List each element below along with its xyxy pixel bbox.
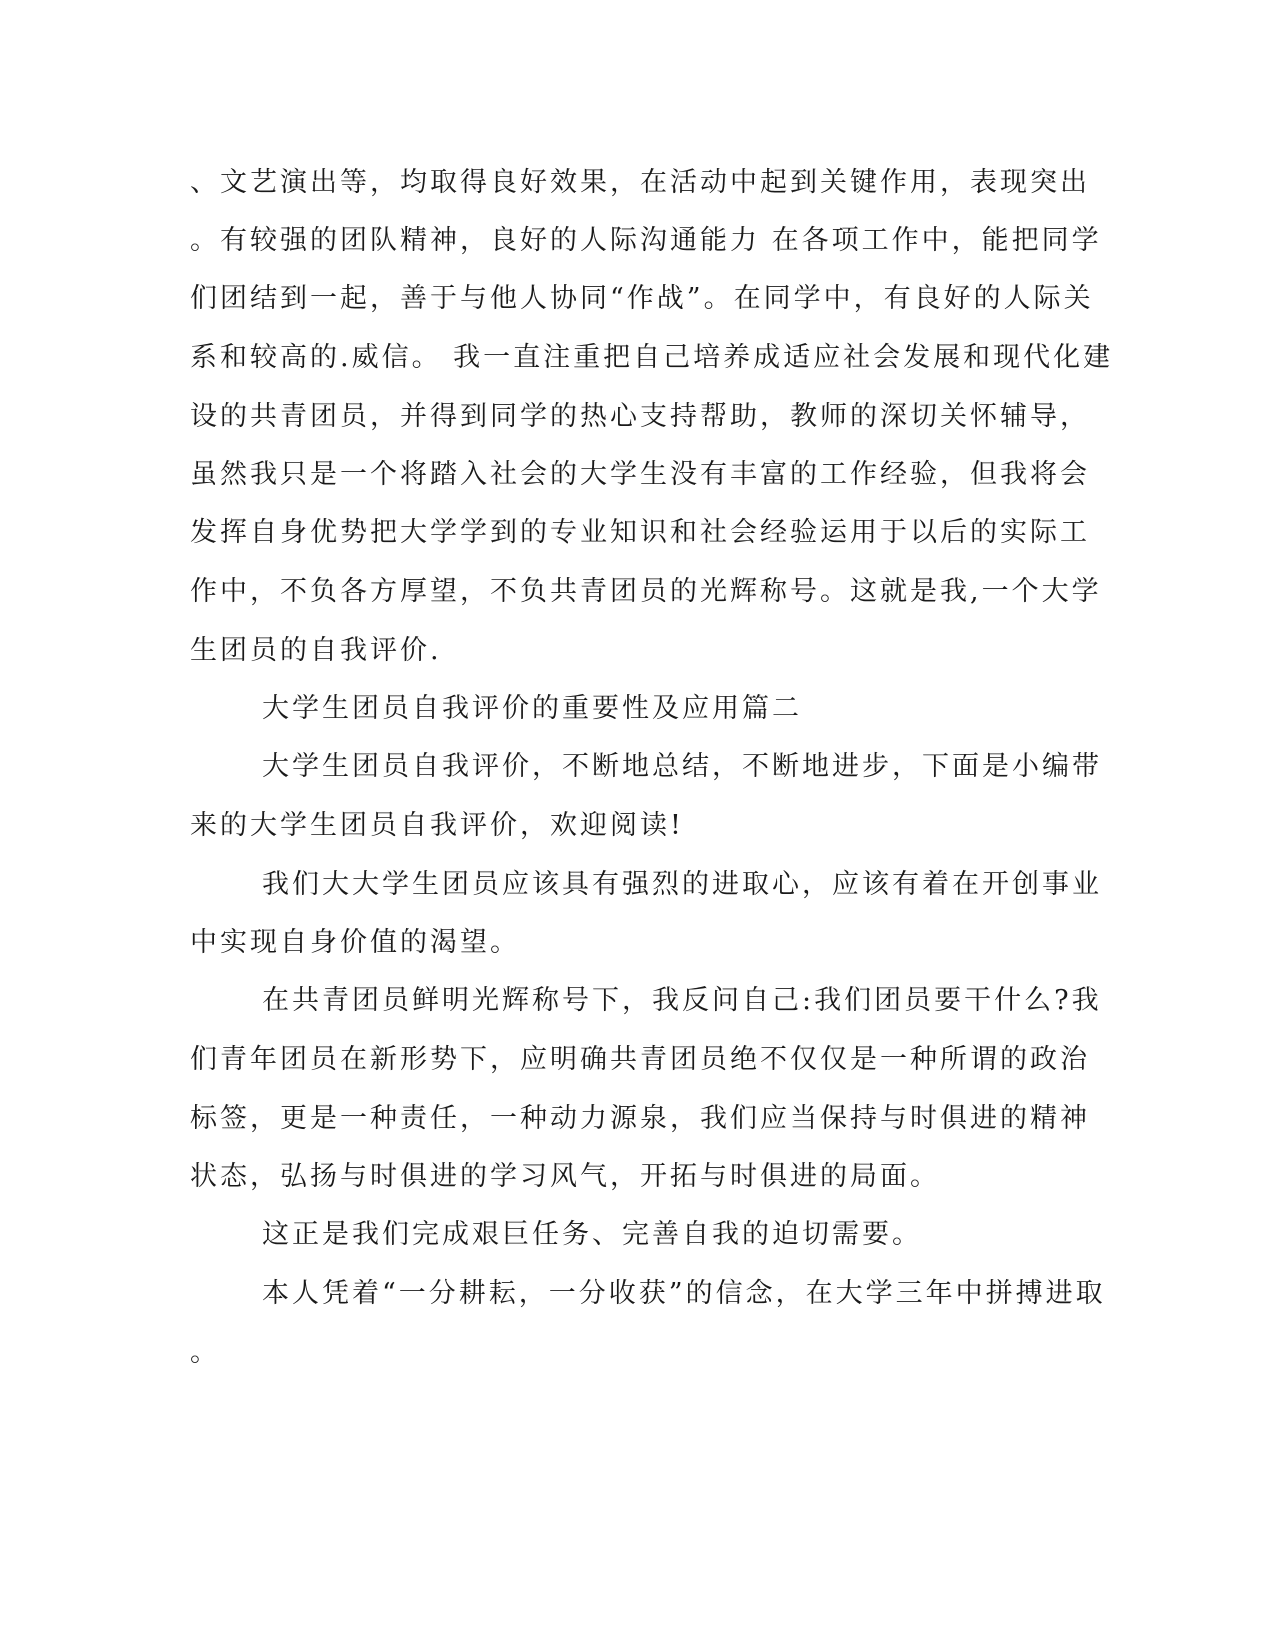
text-line: 状态，弘扬与时俱进的学习风气，开拓与时俱进的局面。 <box>190 1161 940 1192</box>
text-line: 、文艺演出等，均取得良好效果，在活动中起到关键作用，表现突出 <box>190 167 1090 198</box>
text-line: 作中，不负各方厚望，不负共青团员的光辉称号。这就是我,一个大学 <box>190 576 1102 607</box>
text-line: 们青年团员在新形势下，应明确共青团员绝不仅仅是一种所谓的政治 <box>190 1044 1090 1075</box>
section-heading: 大学生团员自我评价的重要性及应用篇二 <box>262 693 802 724</box>
text-line: 来的大学生团员自我评价，欢迎阅读! <box>190 810 684 841</box>
text-line: 标签，更是一种责任，一种动力源泉，我们应当保持与时俱进的精神 <box>190 1103 1090 1134</box>
text-line: 设的共青团员，并得到同学的热心支持帮助，教师的深切关怀辅导， <box>190 401 1090 432</box>
text-line: 我们大大学生团员应该具有强烈的进取心，应该有着在开创事业 <box>262 869 1102 900</box>
text-line: 中实现自身价值的渴望。 <box>190 927 520 958</box>
text-line: 。 <box>190 1337 220 1368</box>
text-line: 大学生团员自我评价，不断地总结，不断地进步，下面是小编带 <box>262 751 1102 782</box>
text-line: 生团员的自我评价. <box>190 635 442 666</box>
text-line: 。有较强的团队精神，良好的人际沟通能力 在各项工作中，能把同学 <box>190 225 1102 256</box>
text-line: 虽然我只是一个将踏入社会的大学生没有丰富的工作经验，但我将会 <box>190 459 1090 490</box>
text-line: 在共青团员鲜明光辉称号下，我反问自己:我们团员要干什么?我 <box>262 985 1102 1016</box>
text-line: 这正是我们完成艰巨任务、完善自我的迫切需要。 <box>262 1219 922 1250</box>
text-line: 系和较高的.威信。 我一直注重把自己培养成适应社会发展和现代化建 <box>190 342 1114 373</box>
text-line: 发挥自身优势把大学学到的专业知识和社会经验运用于以后的实际工 <box>190 517 1090 548</box>
text-line: 本人凭着“一分耕耘，一分收获”的信念，在大学三年中拼搏进取 <box>262 1278 1106 1309</box>
text-line: 们团结到一起，善于与他人协同“作战”。在同学中，有良好的人际关 <box>190 283 1094 314</box>
